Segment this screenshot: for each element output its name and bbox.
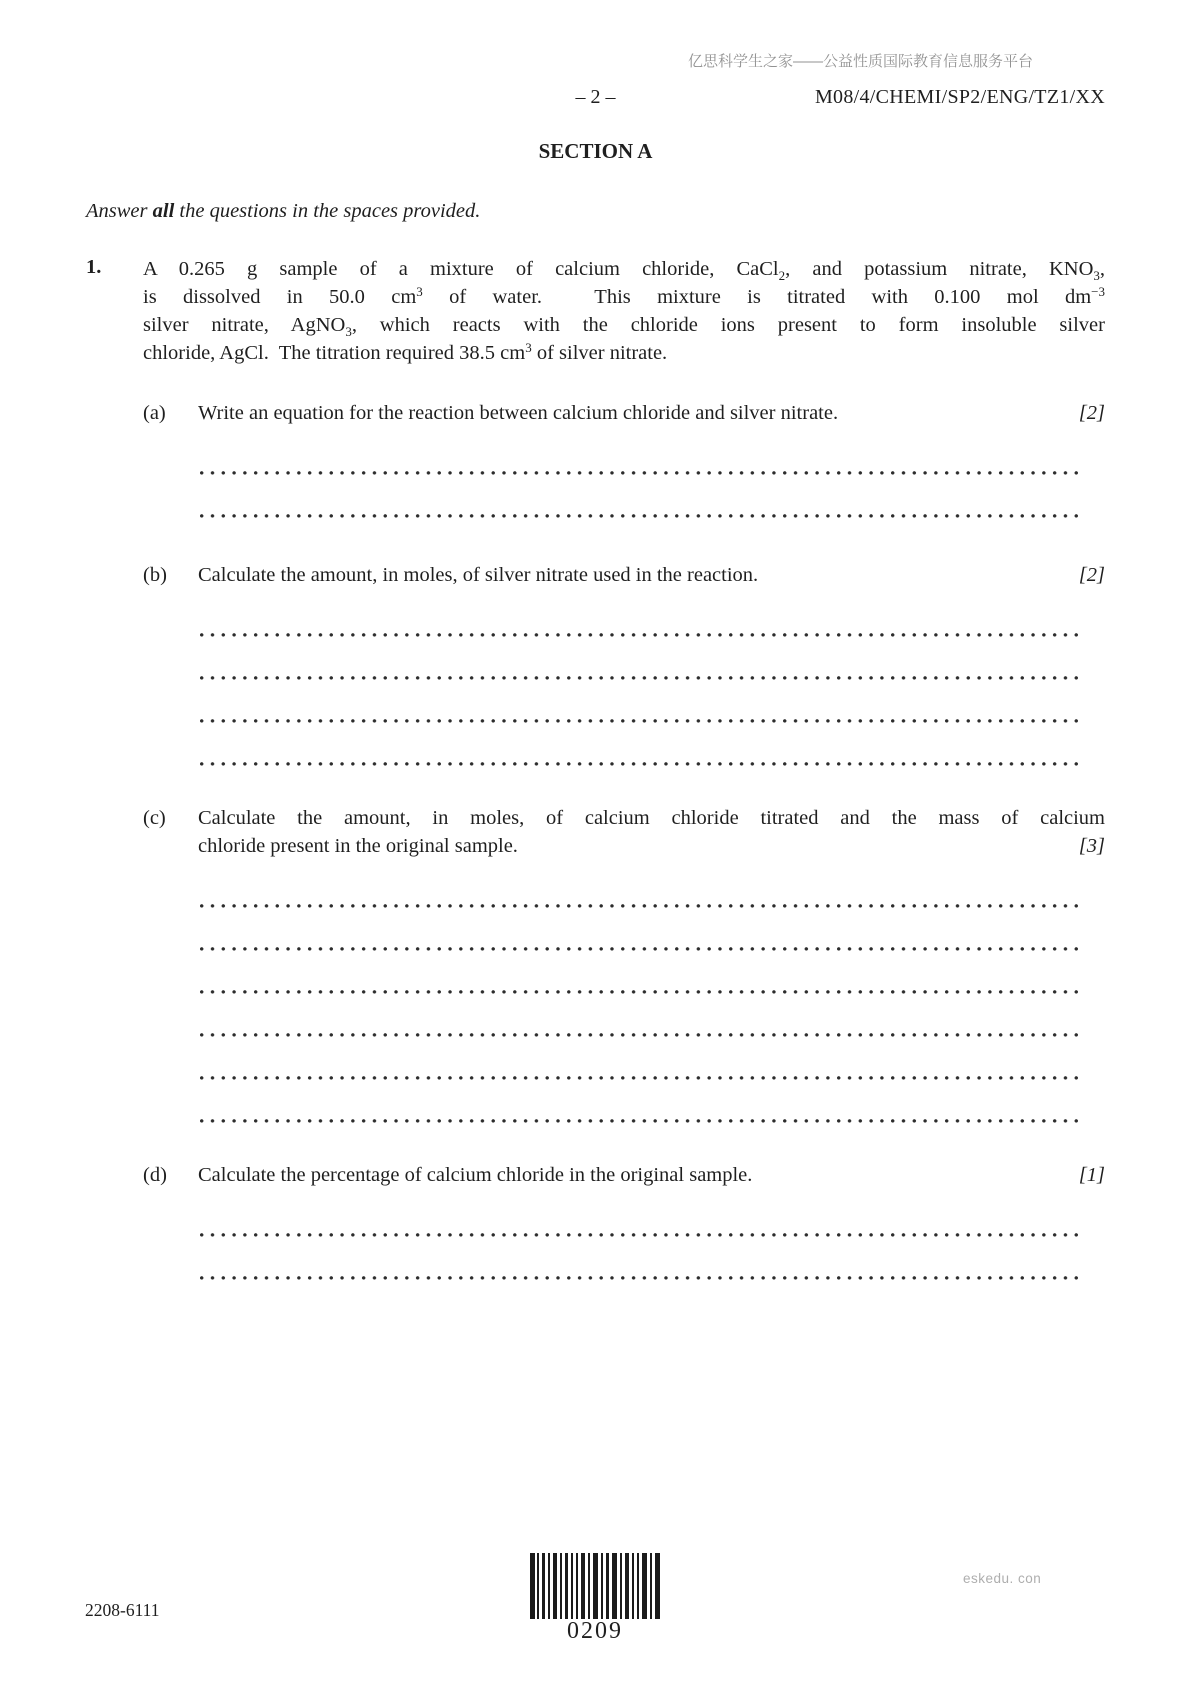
footer-reference: 2208-6111 <box>85 1600 160 1620</box>
answer-line <box>200 514 1085 518</box>
instruction-post: the questions in the spaces provided. <box>174 200 481 222</box>
part-a-question-row <box>86 399 1105 427</box>
part-b <box>86 561 1105 766</box>
question-1-intro-block <box>86 255 1105 367</box>
part-c-text-line-1: Calculate the amount, in moles, of calcium chloride titrated and the mass of calcium <box>198 807 1105 829</box>
part-b-answer-space <box>200 633 1105 766</box>
answer-line <box>200 633 1085 637</box>
part-c-marks: [3] <box>1078 835 1105 857</box>
part-c-text-line-2: chloride present in the original sample. <box>198 835 518 857</box>
part-d-answer-space <box>200 1233 1105 1280</box>
answer-line <box>200 990 1085 994</box>
part-b-label: (b) <box>143 564 167 586</box>
answer-line <box>200 471 1085 475</box>
part-b-text: Calculate the amount, in moles, of silver nitrate used in the reaction. <box>198 564 759 586</box>
part-d-label: (d) <box>143 1164 167 1186</box>
intro-line-1: A 0.265 g sample of a mixture of calcium chloride, CaCl$_2$, and potassium nitrate, $KNO_3$, <box>143 258 1106 283</box>
barcode-number: 0209 <box>567 1618 623 1644</box>
answer-line <box>200 947 1085 951</box>
answer-line <box>200 904 1085 908</box>
instruction-emphasis: all <box>152 200 175 222</box>
part-c-label: (c) <box>143 807 166 829</box>
part-a-answer-space <box>200 471 1105 518</box>
paper-code: M08/4/CHEMI/SP2/ENG/TZ1/XX <box>814 86 1105 108</box>
part-c <box>86 804 1105 1123</box>
intro-line-3: silver nitrate, AgNO$_3$, which reacts with the chloride ions present to form insoluble silver <box>143 314 1105 339</box>
answer-line <box>200 1119 1085 1123</box>
answer-line <box>200 1233 1085 1237</box>
bottom-watermark: eskedu. con <box>963 1571 1042 1586</box>
top-watermark: 亿思科学生之家——公益性质国际教育信息服务平台 <box>687 53 1033 70</box>
part-b-marks: [2] <box>1078 564 1105 586</box>
answer-line <box>200 676 1085 680</box>
page-number: – 2 – <box>575 86 616 108</box>
barcode-image <box>530 1553 660 1619</box>
intro-line-2: is dissolved in 50.0 $cm^3$ of water. This mixture is titrated with 0.100 mol $dm^{-3}$ <box>143 284 1105 308</box>
part-a-marks: [2] <box>1078 402 1105 424</box>
answer-line <box>200 1076 1085 1080</box>
instruction-line <box>86 198 480 224</box>
part-d-marks: [1] <box>1078 1164 1105 1186</box>
answer-line <box>200 762 1085 766</box>
section-title: SECTION A <box>538 139 653 163</box>
part-d-text: Calculate the percentage of calcium chloride in the original sample. <box>198 1164 753 1186</box>
part-a <box>86 399 1105 518</box>
part-a-label: (a) <box>143 402 166 424</box>
part-c-text <box>198 804 1105 860</box>
part-c-question-row <box>86 804 1105 860</box>
intro-line-4: chloride, AgCl. The titration required 38.5 $cm^3$ of silver nitrate. <box>143 340 668 364</box>
answer-line <box>200 719 1085 723</box>
part-d-question-row <box>86 1161 1105 1189</box>
part-a-text: Write an equation for the reaction between calcium chloride and silver nitrate. <box>198 402 839 424</box>
answer-line <box>200 1276 1085 1280</box>
part-c-answer-space <box>200 904 1105 1123</box>
part-b-question-row <box>86 561 1105 589</box>
instruction-pre: Answer <box>86 200 153 222</box>
answer-line <box>200 1033 1085 1037</box>
part-d <box>86 1161 1105 1280</box>
question-number: 1. <box>86 256 102 278</box>
question-intro <box>143 255 1105 367</box>
